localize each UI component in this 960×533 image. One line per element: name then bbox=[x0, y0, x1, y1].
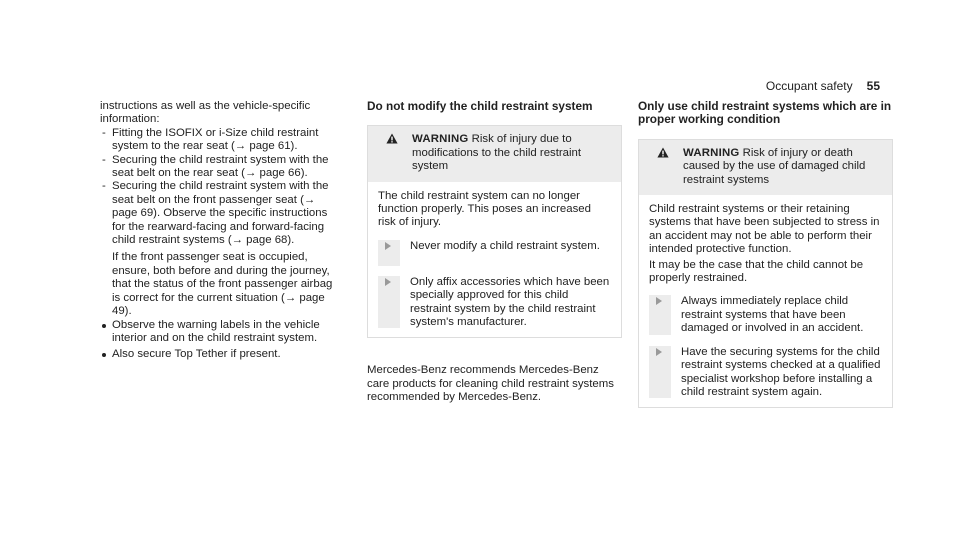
warning-text: Child restraint systems or their retaining systems that have been subjected to stress in an accident may not be able to perform their intended protective function. bbox=[649, 203, 880, 256]
warning-label: WARNING bbox=[683, 146, 740, 159]
warning-label: WARNING bbox=[412, 133, 469, 146]
bullet-item: Also secure Top Tether if present. bbox=[100, 348, 340, 361]
arrow-right-icon bbox=[649, 346, 671, 398]
bullet-icon bbox=[102, 353, 106, 357]
dash-item: - Securing the child restraint system with the seat belt on the front passenger seat (→ page 69). Observe the specific instructions for the rearward-facing and forward-facing child restraint systems (→ page 68). bbox=[102, 180, 329, 247]
page-number: 55 bbox=[866, 79, 880, 93]
dash-icon: - bbox=[102, 153, 106, 166]
dash-icon: - bbox=[102, 180, 106, 193]
bullet-item: Observe the warning labels in the vehicle interior and on the child restraint system. bbox=[100, 319, 340, 346]
warning-text: It may be the case that the child cannot be properly restrained. bbox=[649, 258, 864, 285]
section-heading: Do not modify the child restraint system bbox=[367, 99, 593, 113]
column-middle bbox=[367, 100, 622, 405]
action-item: Only affix accessories which have been specially approved for this child restraint system by the child restraint system's manufacturer. bbox=[378, 276, 611, 330]
bullet-icon bbox=[102, 324, 106, 328]
warning-header bbox=[368, 126, 621, 181]
column-right bbox=[638, 100, 893, 408]
page-header bbox=[766, 80, 880, 93]
warning-body bbox=[639, 195, 892, 407]
warning-triangle-icon bbox=[647, 147, 677, 187]
dash-item: - Securing the child restraint system with the seat belt on the rear seat (→ page 66). bbox=[102, 153, 329, 180]
warning-title: Risk of injury or death caused by the use of damaged child restraint systems bbox=[683, 146, 866, 186]
action-item: Always immediately replace child restraint systems that have been damaged or involved in an accident. bbox=[649, 295, 882, 335]
dash-item: - Fitting the ISOFIX or i-Size child restraint system to the rear seat (→ page 61). bbox=[102, 126, 319, 153]
section-heading: Only use child restraint systems which are in proper working condition bbox=[638, 99, 892, 127]
arrow-right-icon bbox=[378, 276, 400, 328]
warning-body bbox=[368, 182, 621, 338]
dash-icon: - bbox=[102, 126, 106, 139]
section-title: Occupant safety bbox=[765, 79, 853, 93]
dash-followup: If the front passenger seat is occupied, ensure, both before and during the journey, that the status of the front passenger airbag is correct for the current situation (→ page 49). bbox=[112, 251, 333, 318]
column-left bbox=[100, 100, 340, 362]
arrow-right-icon bbox=[649, 295, 671, 335]
arrow-right-icon bbox=[378, 240, 400, 266]
action-item: Have the securing systems for the child restraint systems checked at a qualified specialist workshop before installing a child restraint system again. bbox=[649, 346, 882, 400]
intro-text: instructions as well as the vehicle-specific information: bbox=[100, 100, 311, 126]
warning-triangle-icon bbox=[376, 133, 406, 173]
warning-box bbox=[367, 125, 622, 338]
warning-text: The child restraint system can no longer function properly. This poses an increased risk of injury. bbox=[378, 189, 591, 229]
warning-box bbox=[638, 139, 893, 409]
warning-header bbox=[639, 140, 892, 195]
action-item: Never modify a child restraint system. bbox=[378, 240, 611, 266]
warning-title: Risk of injury due to modifications to the child restraint system bbox=[412, 133, 582, 173]
recommendation-text: Mercedes-Benz recommends Mercedes-Benz care products for cleaning child restraint systems recommended by Mercedes-Benz. bbox=[367, 364, 614, 404]
